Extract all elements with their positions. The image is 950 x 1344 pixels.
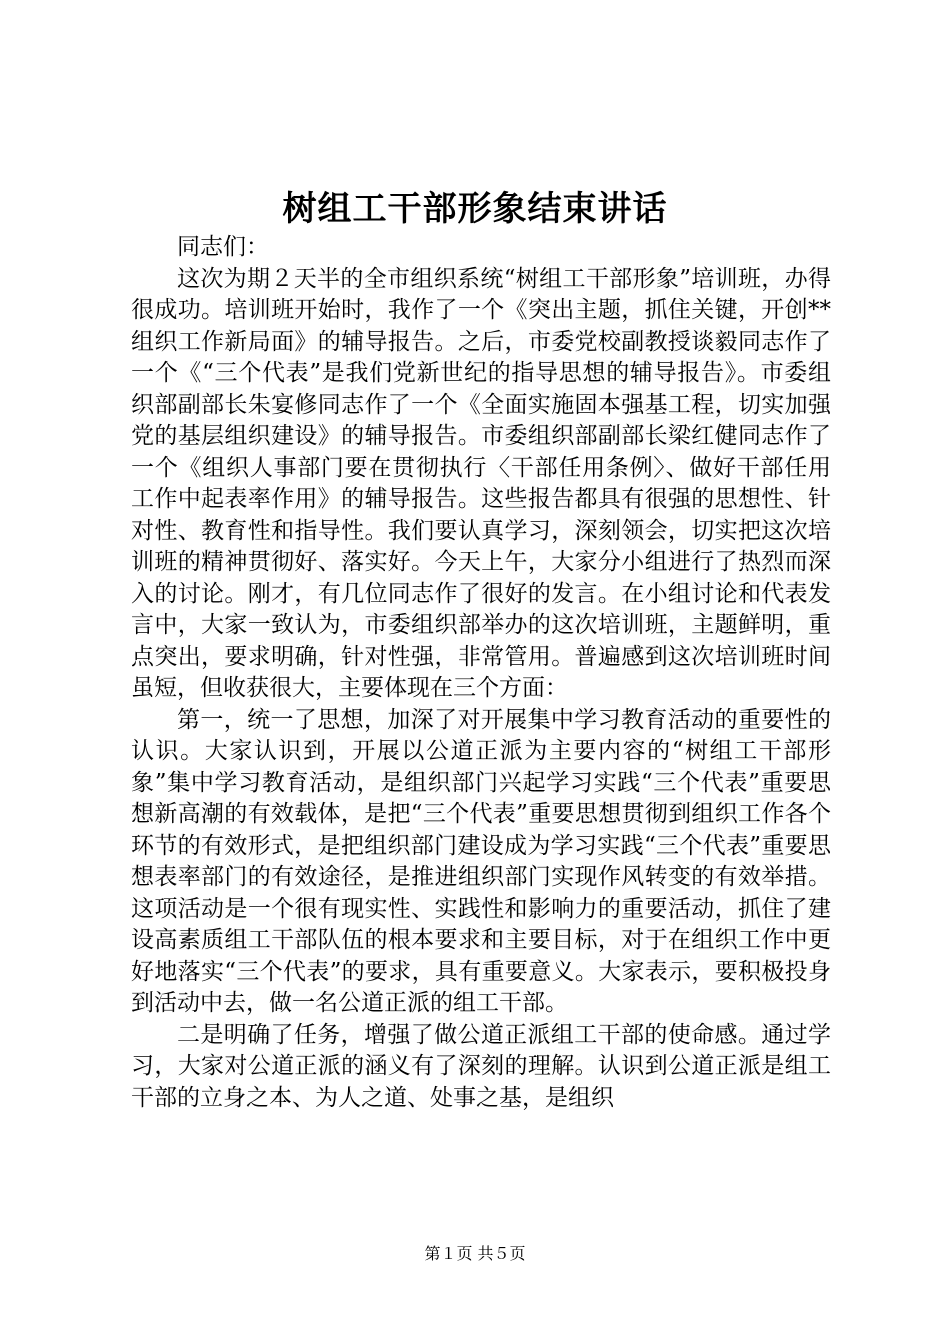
intro-paragraph: 这次为期２天半的全市组织系统“树组工干部形象”培训班，办得很成功。培训班开始时，我作了一个《突出主题，抓住关键，开创**组织工作新局面》的辅导报告。之后，市委党校副教授谈毅同志作了一个《“三个代表”是我们党新世纪的指导思想的辅导报告》。市委组织部副部长朱宴修同志作了一个《全面实施固本强基工程，切实加强党的基层组织建设》的辅导报告。市委组织部副部长梁红健同志作了一个《组织人事部门要在贯彻执行〈干部任用条例〉、做好干部任用工作中起表率作用》的辅导报告。这些报告都具有很强的思想性、针对性、教育性和指导性。我们要认真学习，深刻领会，切实把这次培训班的精神贯彻好、落实好。今天上午，大家分小组进行了热烈而深入的讨论。刚才，有几位同志作了很好的发言。在小组讨论和代表发言中，大家一致认为，市委组织部举办的这次培训班，主题鲜明，重点突出，要求明确，针对性强，非常管用。普遍感到这次培训班时间虽短，但收获很大，主要体现在三个方面： xyxy=(131,265,831,701)
point-two-paragraph: 二是明确了任务，增强了做公道正派组工干部的使命感。通过学习，大家对公道正派的涵义有了深刻的理解。认识到公道正派是组工干部的立身之本、为人之道、处事之基，是组织 xyxy=(131,1021,831,1111)
page-number-footer: 第１页 共５页 xyxy=(424,1244,526,1263)
document-body xyxy=(131,232,831,1114)
point-one-paragraph: 第一，统一了思想，加深了对开展集中学习教育活动的重要性的认识。大家认识到，开展以公道正派为主要内容的“树组工干部形象”集中学习教育活动，是组织部门兴起学习实践“三个代表”重要思想新高潮的有效载体，是把“三个代表”重要思想贯彻到组织工作各个环节的有效形式，是把组织部门建设成为学习实践“三个代表”重要思想表率部门的有效途径，是推进组织部门实现作风转变的有效举措。这项活动是一个很有现实性、实践性和影响力的重要活动，抓住了建设高素质组工干部队伍的根本要求和主要目标，对于在组织工作中更好地落实“三个代表”的要求，具有重要意义。大家表示，要积极投身到活动中去，做一名公道正派的组工干部。 xyxy=(131,706,831,1016)
salutation-paragraph: 同志们： xyxy=(177,234,269,260)
document-title: 树组工干部形象结束讲话 xyxy=(282,189,668,229)
